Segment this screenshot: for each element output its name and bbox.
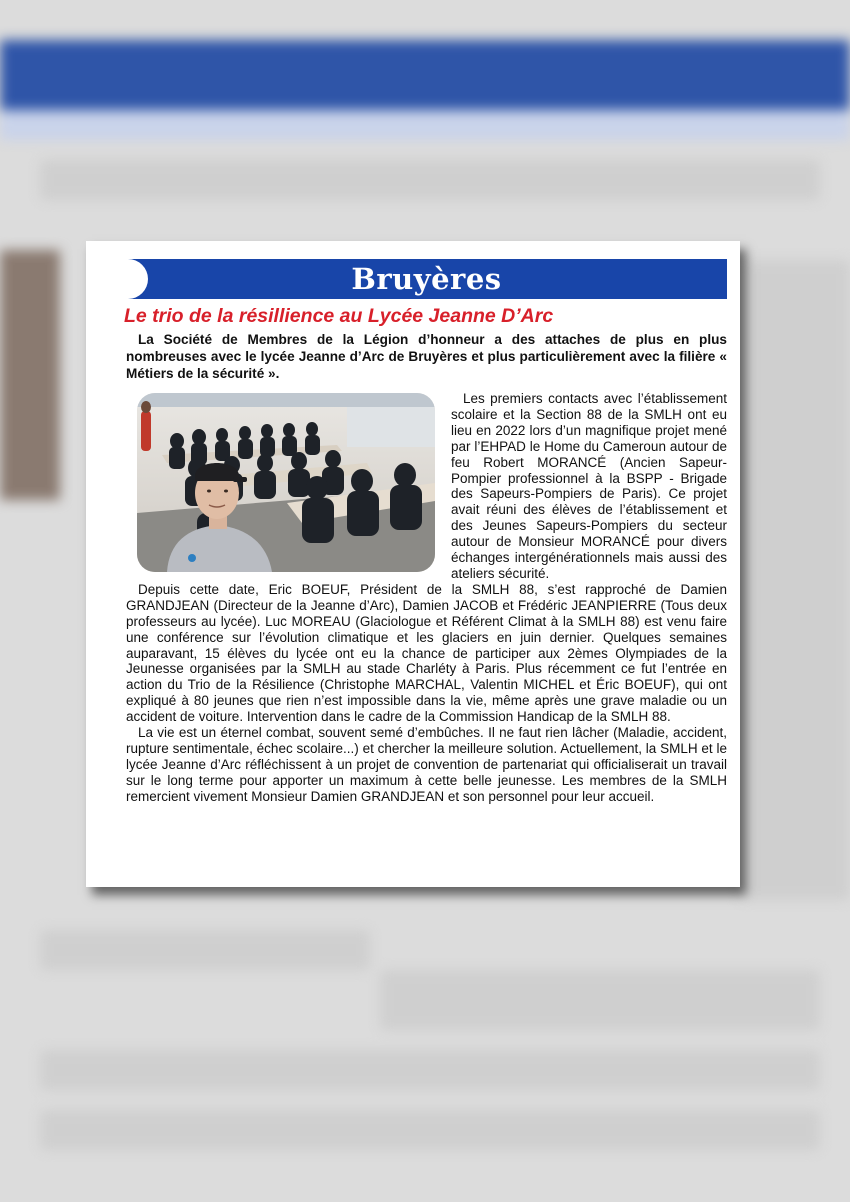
article-lead: La Société de Membres de la Légion d’honneur a des attaches de plus en plus nombreuses avec le lycée Jeanne d’Arc de Bruyères et plus particulièrement avec la filière « Métiers de la sécurité ». — [126, 332, 727, 381]
article-card — [86, 241, 740, 887]
article-paragraph: La vie est un éternel combat, souvent semé d’embûches. Il ne faut rien lâcher (Maladie, accident, rupture sentimentale, échec scolaire...) et chercher la meilleure solution. Actuellement, la SMLH et le lycée Jeanne d’Arc réfléchissent à un projet de convention de partenariat qui officialiserait un travail sur le long terme pour apporter un maximum à cette belle jeunesse. Les membres de la SMLH remercient vivement Monsieur Damien GRANDJEAN et son personnel pour leur accueil. — [126, 725, 727, 804]
article-paragraph: Depuis cette date, Eric BOEUF, Président de la SMLH 88, s’est rapproché de Damien GRANDJEAN (Directeur de la Jeanne d’Arc), Damien JACOB et Frédéric JEANPIERRE (Tous deux professeurs au lycée). Luc MOREAU (Glaciologue et Référent Climat à la SMLH 88) est venu faire une conférence sur l’évolution climatique et les glaciers en juin dernier. Quelques semaines auparavant, 15 élèves du lycée ont eu la chance de participer aux 2èmes Olympiades de la Jeunesse organisées par la SMLH au stade Charléty à Paris. Plus récemment ce fut l’entrée en action du Trio de la Résilience (Christophe MARCHAL, Valentin MICHEL et Éric BOEUF), qui ont expliqué à 80 jeunes que rien n’est impossible dans la vie, même après une grave maladie ou un accident de voiture. Intervention dans le cadre de la Commission Handicap de la SMLH 88. — [126, 581, 727, 725]
classroom-photo — [137, 393, 435, 572]
section-title: Bruyères — [351, 262, 502, 296]
banner-cap — [112, 259, 148, 299]
section-banner — [126, 259, 727, 299]
article-headline: Le trio de la résillience au Lycée Jeanne D’Arc — [124, 305, 554, 327]
article-paragraph: Les premiers contacts avec l’établissement scolaire et la Section 88 de la SMLH ont eu lieu en 2022 lors d’un magnifique projet mené par l’EHPAD le Home du Cameroun autour de feu Robert MORANCÉ (Ancien Sapeur-Pompier professionnel à la BSPP - Brigade des Sapeurs-Pompiers de Paris). Ce projet avait réuni des élèves de l’établissement et des Jeunes Sapeurs-Pompiers du secteur autour de Monsieur MORANCÉ pour divers échanges intergénérationnels mais aussi des ateliers sécurité. — [451, 391, 727, 581]
